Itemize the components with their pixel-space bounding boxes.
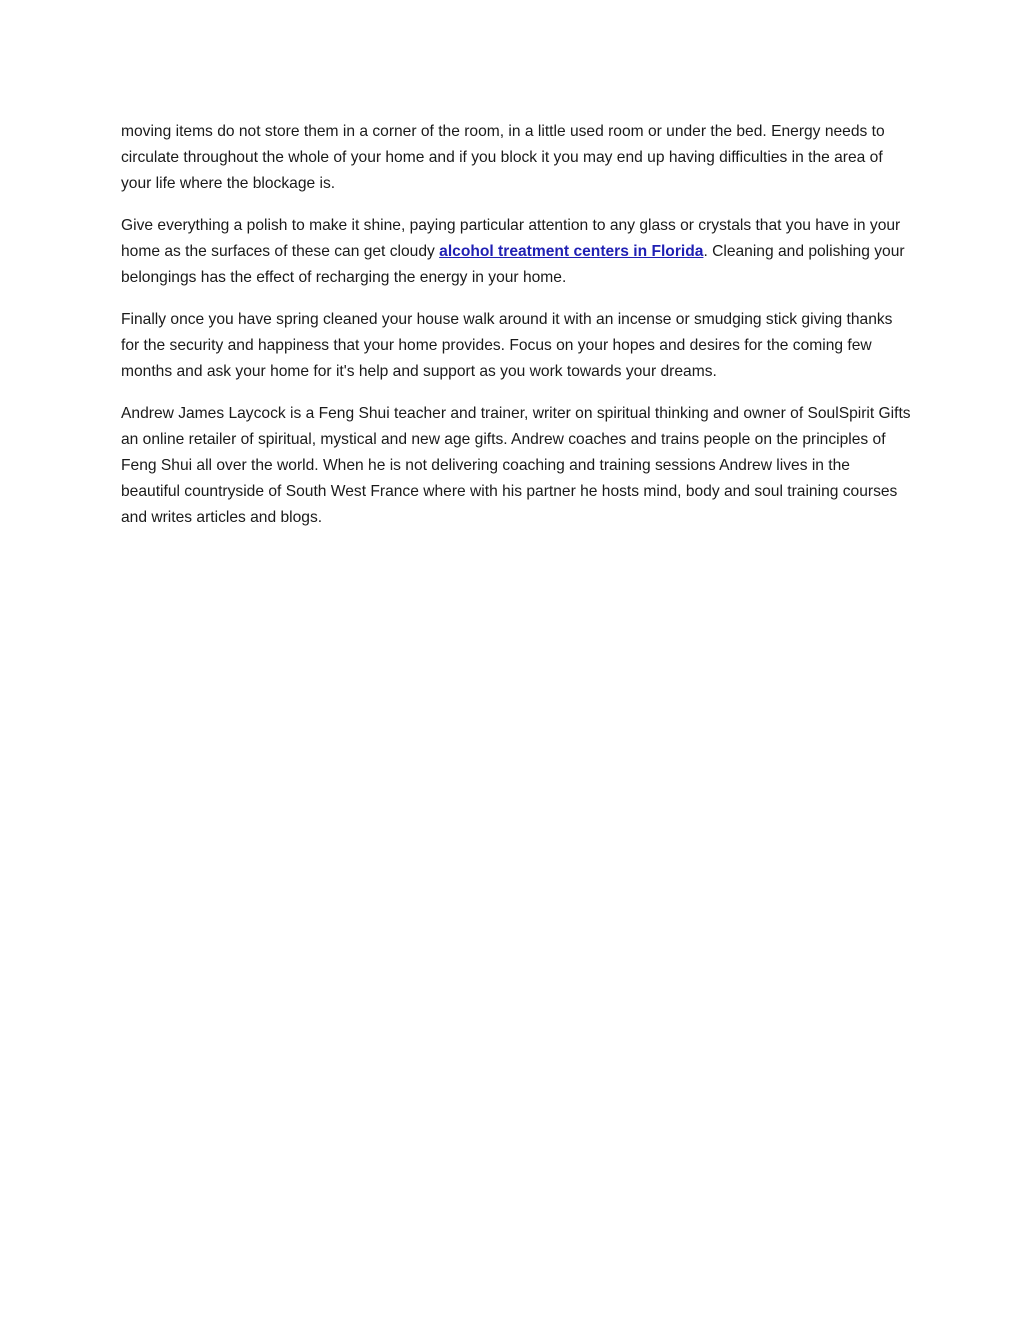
document-body xyxy=(121,119,911,547)
paragraph-spring-clean: Finally once you have spring cleaned your house walk around it with an incense or smudging stick giving thanks for the security and happiness that your home provides. Focus on your hopes and desires for the coming few months and ask your home for it's help and support as you work towards your dreams. xyxy=(121,311,893,380)
paragraph-polish-text-before: Give everything a polish to make it shine, paying particular attention to any glass or crystals that you have in your home as the surfaces of these can get cloudy xyxy=(121,217,901,260)
paragraph-polish xyxy=(121,213,911,291)
paragraph-energy-circulation: moving items do not store them in a corner of the room, in a little used room or under the bed. Energy needs to circulate throughout the whole of your home and if you block it you may end up having difficulties in the area of your life where the blockage is. xyxy=(121,123,885,192)
alcohol-treatment-link[interactable]: alcohol treatment centers in Florida xyxy=(439,243,704,260)
paragraph-author-bio: Andrew James Laycock is a Feng Shui teacher and trainer, writer on spiritual thinking and owner of SoulSpirit Gifts an online retailer of spiritual, mystical and new age gifts. Andrew coaches and trains people on the principles of Feng Shui all over the world. When he is not delivering coaching and training sessions Andrew lives in the beautiful countryside of South West France where with his partner he hosts mind, body and soul training courses and writes articles and blogs. xyxy=(121,405,911,526)
paragraph-polish-text-after: . Cleaning and polishing your belongings has the effect of recharging the energy in your home. xyxy=(121,243,905,286)
